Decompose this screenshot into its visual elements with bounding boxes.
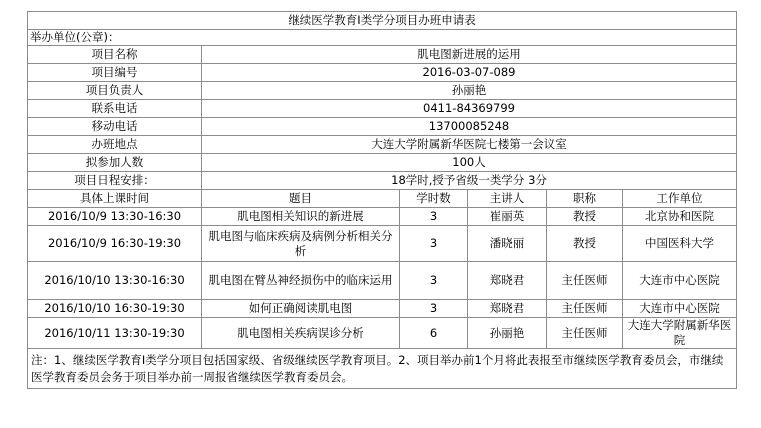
field-row	[28, 82, 737, 100]
schedule-speaker: 潘晓丽	[468, 226, 547, 262]
schedule-hours: 3	[400, 300, 468, 318]
field-row	[28, 100, 737, 118]
schedule-unit: 大连大学附属新华医院	[623, 318, 737, 349]
schedule-hours: 3	[400, 262, 468, 300]
field-row	[28, 46, 737, 64]
schedule-unit: 大连市中心医院	[623, 262, 737, 300]
schedule-unit: 大连市中心医院	[623, 300, 737, 318]
schedule-title: 主任医师	[547, 318, 623, 349]
schedule-speaker: 孙丽艳	[468, 318, 547, 349]
schedule-row	[28, 226, 737, 262]
schedule-title: 教授	[547, 208, 623, 226]
field-value: 2016-03-07-089	[202, 64, 737, 82]
field-row	[28, 154, 737, 172]
field-value: 孙丽艳	[202, 82, 737, 100]
schedule-unit: 中国医科大学	[623, 226, 737, 262]
field-row	[28, 64, 737, 82]
schedule-time: 2016/10/9 13:30-16:30	[28, 208, 202, 226]
field-label: 移动电话	[28, 118, 202, 136]
schedule-speaker: 崔丽英	[468, 208, 547, 226]
schedule-topic: 肌电图相关知识的新进展	[202, 208, 400, 226]
schedule-header-unit: 工作单位	[623, 190, 737, 208]
field-label: 联系电话	[28, 100, 202, 118]
field-value: 0411-84369799	[202, 100, 737, 118]
schedule-header-hours: 学时数	[400, 190, 468, 208]
schedule-time: 2016/10/9 16:30-19:30	[28, 226, 202, 262]
schedule-row	[28, 300, 737, 318]
field-value: 肌电图新进展的运用	[202, 46, 737, 64]
field-row	[28, 136, 737, 154]
field-label: 项目负责人	[28, 82, 202, 100]
field-label: 项目名称	[28, 46, 202, 64]
schedule-title: 主任医师	[547, 262, 623, 300]
field-value: 18学时,授予省级一类学分 3分	[202, 172, 737, 190]
schedule-title: 主任医师	[547, 300, 623, 318]
footnote: 注：1、继续医学教育Ⅰ类学分项目包括国家级、省级继续医学教育项目。2、项目举办前1个月将此表报至市继续医学教育委员会，市继续医学教育委员会务于项目举办前一周报省继续医学教育委员会。	[28, 349, 737, 389]
field-row	[28, 172, 737, 190]
schedule-time: 2016/10/10 16:30-19:30	[28, 300, 202, 318]
schedule-speaker: 郑晓君	[468, 300, 547, 318]
field-label: 拟参加人数	[28, 154, 202, 172]
schedule-row	[28, 318, 737, 349]
application-form-table	[27, 11, 737, 389]
schedule-topic: 如何正确阅读肌电图	[202, 300, 400, 318]
field-label: 项目编号	[28, 64, 202, 82]
schedule-hours: 3	[400, 208, 468, 226]
schedule-time: 2016/10/10 13:30-16:30	[28, 262, 202, 300]
schedule-header-topic: 题目	[202, 190, 400, 208]
field-label: 办班地点	[28, 136, 202, 154]
schedule-topic: 肌电图与临床疾病及病例分析相关分析	[202, 226, 400, 262]
form-title: 继续医学教育Ⅰ类学分项目办班申请表	[28, 12, 737, 30]
field-row	[28, 118, 737, 136]
field-value: 13700085248	[202, 118, 737, 136]
schedule-header-time: 具体上课时间	[28, 190, 202, 208]
schedule-unit: 北京协和医院	[623, 208, 737, 226]
schedule-topic: 肌电图在臂丛神经损伤中的临床运用	[202, 262, 400, 300]
organizer-label: 举办单位(公章)：	[28, 30, 737, 46]
schedule-time: 2016/10/11 13:30-19:30	[28, 318, 202, 349]
schedule-speaker: 郑晓君	[468, 262, 547, 300]
schedule-header-row	[28, 190, 737, 208]
schedule-hours: 6	[400, 318, 468, 349]
schedule-row	[28, 262, 737, 300]
schedule-row	[28, 208, 737, 226]
field-value: 100人	[202, 154, 737, 172]
schedule-hours: 3	[400, 226, 468, 262]
field-label: 项目日程安排：	[28, 172, 202, 190]
field-value: 大连大学附属新华医院七楼第一会议室	[202, 136, 737, 154]
schedule-header-title: 职称	[547, 190, 623, 208]
schedule-title: 教授	[547, 226, 623, 262]
schedule-header-speaker: 主讲人	[468, 190, 547, 208]
schedule-topic: 肌电图相关疾病误诊分析	[202, 318, 400, 349]
